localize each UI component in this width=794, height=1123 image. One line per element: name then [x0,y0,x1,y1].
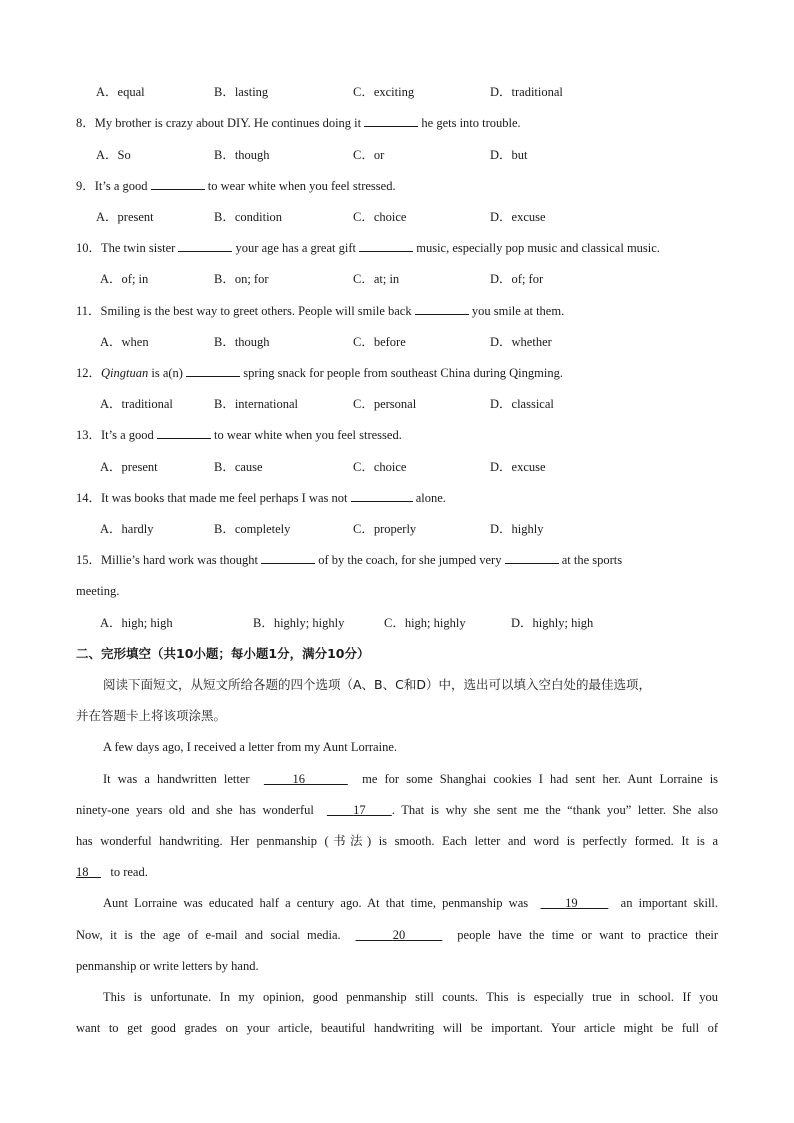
q11-option-c: C．before [353,335,406,349]
q13-text-a: 13．It’s a good [76,428,154,442]
passage-line-10 [76,1020,718,1036]
q10-text-c: music, especially pop music and classical music. [416,241,660,255]
q12-blank [186,365,240,377]
blank-19-number: 19 [565,896,578,910]
blank-17-number: 17 [353,803,366,817]
passage-p1: A few days ago, I received a letter from my Aunt Lorraine. [103,740,397,754]
passage-text: to read. [110,865,148,879]
q14-option-a: A．hardly [100,522,154,536]
q10-text-b: your age has a great gift [235,241,356,255]
q10-blank-1 [178,240,232,252]
q15-option-b: B．highly; highly [253,616,345,630]
q8-text-b: he gets into trouble. [421,116,521,130]
q10-option-d: D．of; for [490,272,544,286]
q7-option-a: A．equal [96,85,145,99]
q11-text-a: 11．Smiling is the best way to greet others. People will smile back [76,304,412,318]
q15-blank-1 [261,552,315,564]
q10-text-a: 10．The twin sister [76,241,176,255]
q9-text-a: 9．It’s a good [76,179,148,193]
q8-text-a: 8．My brother is crazy about DIY. He continues doing it [76,116,362,130]
q14-blank [351,490,413,502]
q9-blank [151,178,205,190]
q14-option-b: B．completely [214,522,291,536]
passage-text: Aunt Lorraine was educated half a century ago. At that time, penmanship was [103,896,529,910]
q13-option-a: A．present [100,460,158,474]
q10-blank-2 [359,240,413,252]
blank-20-number: 20 [392,928,406,942]
q12-stem [76,365,563,381]
passage-line-5 [76,864,148,880]
passage-text: an important skill. [620,896,719,910]
q9-text-b: to wear white when you feel stressed. [207,179,396,193]
passage-line-9 [103,989,718,1005]
q9-option-c: C．choice [353,210,407,224]
q13-stem [76,427,402,443]
blank-18 [76,865,101,879]
q7-option-b: B．lasting [214,85,269,99]
section-instructions-line1: 阅读下面短文，从短文所给各题的四个选项（A、B、C和D）中，选出可以填入空白处的最佳选项， [103,677,651,692]
section-heading: 二、完形填空（共10小题；每小题1分，满分10分） [76,646,370,661]
q7-option-d: D．traditional [490,85,563,99]
q12-number: 12． [76,366,102,380]
passage-line-2 [103,771,718,787]
passage-line-8: penmanship or write letters by hand. [76,959,259,973]
blank-19 [540,896,608,910]
section-instructions-line2: 并在答题卡上将该项涂黑。 [76,708,227,723]
q8-blank [364,115,418,127]
q13-option-c: C．choice [353,460,407,474]
q15-stem-line2: meeting. [76,584,120,598]
q11-stem [76,303,564,319]
passage-text: ninety-one years old and she has wonderful [76,803,314,817]
q9-option-a: A．present [96,210,154,224]
q9-stem [76,178,396,194]
q11-blank [415,303,469,315]
q15-option-d: D．highly; high [511,616,594,630]
q12-option-d: D．classical [490,397,554,411]
q14-text-b: alone. [415,491,446,505]
q8-option-a: A．So [96,148,131,162]
q11-option-b: B．though [214,335,270,349]
q11-option-a: A．when [100,335,149,349]
q10-option-c: C．at; in [353,272,400,286]
q15-text-b: of by the coach, for she jumped very [318,553,502,567]
passage-text: This is unfortunate. In my opinion, good penmanship still counts. This is especially true in school. If you [103,990,718,1004]
blank-20 [356,928,443,942]
q14-stem [76,490,446,506]
q12-italic-term: Qingtuan [101,366,149,380]
q14-text-a: 14．It was books that made me feel perhaps I was not [76,491,348,505]
q9-option-d: D．excuse [490,210,546,224]
passage-line-3 [76,802,718,818]
q8-option-b: B．though [214,148,270,162]
q13-option-b: B．cause [214,460,263,474]
q10-option-a: A．of; in [100,272,149,286]
passage-text: me for some Shanghai cookies I had sent her. Aunt Lorraine is [362,772,719,786]
passage-text: . That is why she sent me the “thank you” letter. She also [391,803,718,817]
q12-text-a: is a(n) [151,366,183,380]
passage-text: has wonderful handwriting. Her penmanship (书法) is smooth. Each letter and word is perfectly formed. It is a [76,834,718,848]
q13-option-d: D．excuse [490,460,546,474]
passage-text: people have the time or want to practice their [457,928,719,942]
blank-16 [264,772,348,786]
blank-17 [327,803,392,817]
q13-blank [157,427,211,439]
q10-stem [76,240,660,256]
q11-text-b: you smile at them. [471,304,565,318]
q15-stem [76,552,622,568]
q8-option-c: C．or [353,148,385,162]
q15-text-c: at the sports [561,553,623,567]
q13-text-b: to wear white when you feel stressed. [214,428,402,442]
passage-line-4 [76,833,718,849]
blank-18-number: 18 [76,865,89,879]
passage-text: It was a handwritten letter [103,772,250,786]
q8-stem [76,115,521,131]
passage-text: Now, it is the age of e-mail and social media. [76,928,341,942]
q7-option-c: C．exciting [353,85,415,99]
q11-option-d: D．whether [490,335,552,349]
passage-line-6 [103,895,718,911]
q15-option-a: A．high; high [100,616,173,630]
q10-option-b: B．on; for [214,272,269,286]
passage-line-7 [76,927,718,943]
passage-text: want to get good grades on your article, beautiful handwriting will be important. Your article might be full of [76,1021,718,1035]
q15-blank-2 [505,552,559,564]
q12-option-c: C．personal [353,397,417,411]
q8-option-d: D．but [490,148,528,162]
q12-option-a: A．traditional [100,397,173,411]
q12-text-b: spring snack for people from southeast China during Qingming. [243,366,563,380]
q12-option-b: B．international [214,397,299,411]
q15-text-a: 15．Millie’s hard work was thought [76,553,258,567]
blank-16-number: 16 [292,772,305,786]
q14-option-d: D．highly [490,522,544,536]
q15-option-c: C．high; highly [384,616,466,630]
q14-option-c: C．properly [353,522,417,536]
q9-option-b: B．condition [214,210,283,224]
